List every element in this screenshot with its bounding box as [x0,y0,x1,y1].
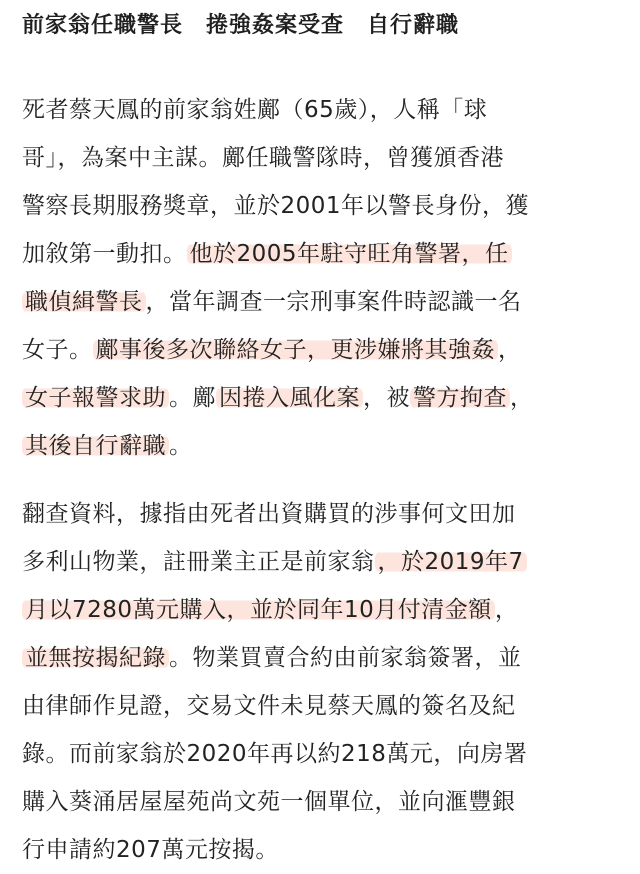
text-segment: 購入葵涌居屋屋苑尚文苑一個單位，並向滙豐銀 [22,789,516,815]
paragraph-1 [22,86,622,470]
highlighted-text: 鄺事後多次聯絡女子，更涉嫌將其強姦 [93,337,499,363]
text-line [22,730,622,778]
text-line [22,134,622,182]
highlighted-text: 其後自行辭職 [22,433,169,459]
text-segment: 。鄺 [169,385,216,411]
text-segment: 死者蔡天鳳的前家翁姓鄺（65歲），人稱「球 [22,97,488,123]
text-line [22,490,622,538]
text-line [22,826,622,874]
text-line [22,422,622,470]
text-line [22,86,622,134]
text-segment: 加敘第一動扣。 [22,241,187,267]
text-line [22,182,622,230]
highlighted-text: 他於2005年駐守旺角警署，任 [187,241,512,267]
text-line [22,778,622,826]
highlighted-text: 並無按揭紀錄 [22,645,169,671]
text-line [22,682,622,730]
text-segment: ，被 [363,385,410,411]
text-line [22,326,622,374]
text-segment: 多利山物業，註冊業主正是前家翁 [22,549,375,575]
text-line [22,374,622,422]
text-segment: ， [498,337,522,363]
text-segment: 。 [169,433,193,459]
highlighted-text: 職偵緝警長 [22,289,146,315]
text-segment: ，當年調查一宗刑事案件時認識一名 [145,289,522,315]
text-line [22,538,622,586]
highlighted-text: 因捲入風化案 [216,385,363,411]
highlighted-text: ，於2019年7 [375,549,527,575]
text-segment: ， [510,385,534,411]
text-segment: 。物業買賣合約由前家翁簽署，並 [169,645,522,671]
text-segment: 翻查資料，據指由死者出資購買的涉事何文田加 [22,501,516,527]
highlighted-text: 警方拘查 [410,385,510,411]
text-segment: 行申請約207萬元按揭。 [22,837,279,863]
text-segment: 由律師作見證，交易文件未見蔡天鳳的簽名及紀 [22,693,516,719]
text-line [22,634,622,682]
text-line [22,586,622,634]
text-segment: ， [494,597,519,623]
paragraph-2 [22,490,622,874]
text-line [22,230,622,278]
text-segment: 哥」，為案中主謀。鄺任職警隊時，曾獲頒香港 [22,145,504,171]
text-segment: 錄。而前家翁於2020年再以約218萬元，向房署 [22,741,528,767]
article-heading: 前家翁任職警長 捲強姦案受查 自行辭職 [22,13,460,38]
text-line [22,278,622,326]
text-segment: 女子。 [22,337,93,363]
text-segment: 警察長期服務獎章，並於2001年以警長身份，獲 [22,193,530,219]
highlighted-text: 月以7280萬元購入，並於同年10月付清金額 [22,597,495,623]
highlighted-text: 女子報警求助 [22,385,169,411]
